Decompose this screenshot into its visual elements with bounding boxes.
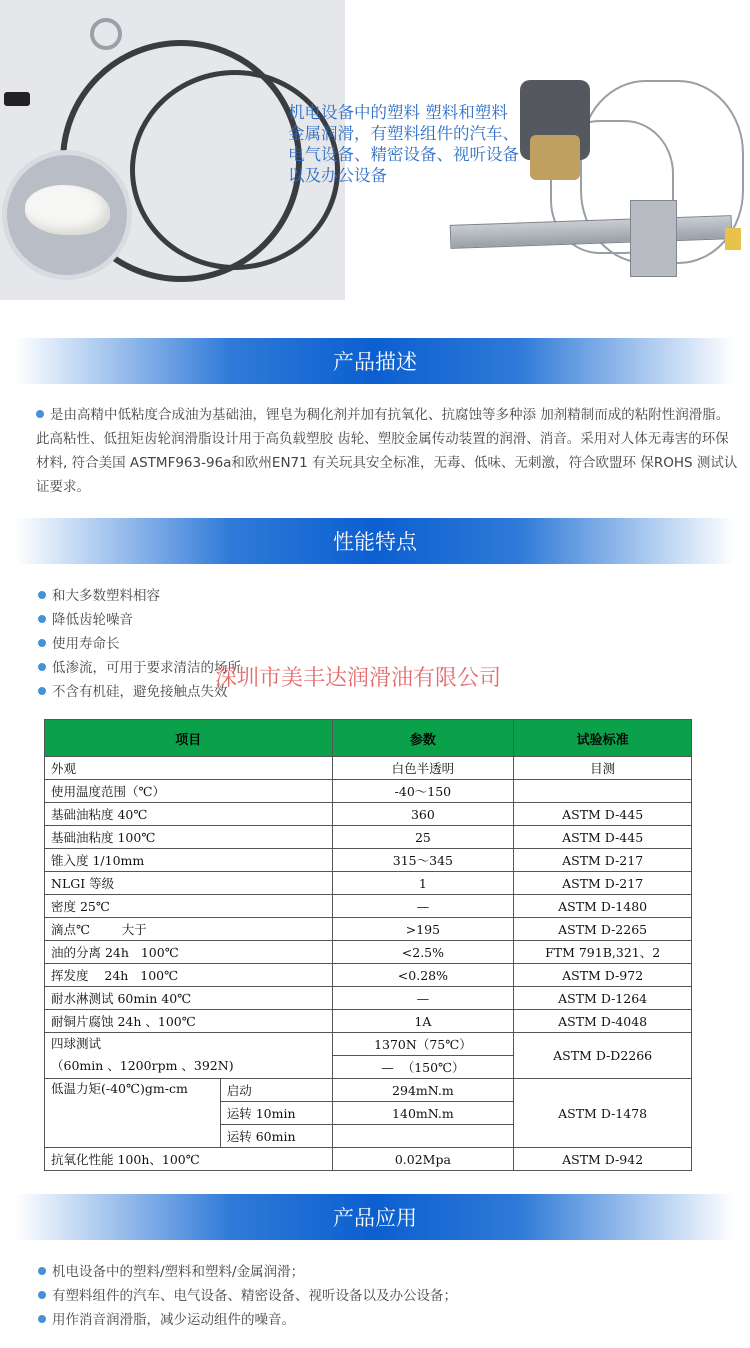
features-banner <box>15 518 735 564</box>
bullet-icon <box>36 410 44 418</box>
list-item: 降低齿轮噪音 <box>38 608 241 632</box>
spec-table <box>44 719 692 1171</box>
list-item: 不含有机硅，避免接触点失效 <box>38 680 241 704</box>
company-watermark: 深圳市美丰达润滑油有限公司 <box>215 666 502 691</box>
bullet-icon <box>38 663 46 671</box>
list-item: 机电设备中的塑料/塑料和塑料/金属润滑； <box>38 1260 457 1284</box>
description-title: 产品描述 <box>333 350 417 374</box>
table-row: 耐铜片腐蚀 24h 、100℃ 1A ASTM D-4048 <box>45 1010 692 1033</box>
table-row: 耐水淋测试 60min 40℃ — ASTM D-1264 <box>45 987 692 1010</box>
table-row: 基础油粘度 100℃ 25 ASTM D-445 <box>45 826 692 849</box>
bullet-icon <box>38 591 46 599</box>
table-row: NLGI 等级 1 ASTM D-217 <box>45 872 692 895</box>
table-row: 锥入度 1/10mm 315～345 ASTM D-217 <box>45 849 692 872</box>
table-row: 四球测试 （60min 、1200rpm 、392N) 1370N（75℃） ASTM D-D2266 <box>45 1033 692 1056</box>
table-row: 运转 60min <box>45 1125 692 1148</box>
table-row: 滴点℃ 大于 >195 ASTM D-2265 <box>45 918 692 941</box>
cable-ring <box>90 18 122 50</box>
applications-title: 产品应用 <box>333 1206 417 1230</box>
table-row: 油的分离 24h 100℃ <2.5% FTM 791B,321、2 <box>45 941 692 964</box>
list-item: 使用寿命长 <box>38 632 241 656</box>
table-row: 运转 10min 140mN.m <box>45 1102 692 1125</box>
list-item: 用作消音润滑脂，减少运动组件的噪音。 <box>38 1308 457 1332</box>
features-title: 性能特点 <box>333 530 417 554</box>
table-header-row <box>45 720 692 757</box>
table-row: 使用温度范围（℃） -40～150 <box>45 780 692 803</box>
table-row: 密度 25℃ — ASTM D-1480 <box>45 895 692 918</box>
list-item: 和大多数塑料相容 <box>38 584 241 608</box>
description-text: 是由高精中低粘度合成油为基础油，锂皂为稠化剂并加有抗氧化、抗腐蚀等多种添 加剂精制而成的粘附性润滑脂。此高粘性、低扭矩齿轮润滑脂设计用于高负载塑胶 齿轮、塑胶金属传动装置的润滑、消音。采用对人体无毒害的环保材料, 符合美国 ASTMF963-96a和欧州EN71 有关玩具安全标准，无毒、低味、无刺激，符合欧盟环 保ROHS 测试认证要求。 <box>36 407 738 495</box>
regulator-cable-tip <box>725 228 741 250</box>
features-list <box>38 584 241 704</box>
list-item: 低渗流，可用于要求清洁的场所 <box>38 656 241 680</box>
table-row: — （150℃） <box>45 1056 692 1079</box>
header-item: 项目 <box>45 720 333 757</box>
cable-end <box>4 92 30 106</box>
bullet-icon <box>38 1315 46 1323</box>
list-item: 有塑料组件的汽车、电气设备、精密设备、视听设备以及办公设备； <box>38 1284 457 1308</box>
regulator-bracket <box>630 200 677 277</box>
applications-list <box>38 1260 457 1332</box>
bullet-icon <box>38 1267 46 1275</box>
hero-caption: 机电设备中的塑料 塑料和塑料 金属润滑，有塑料组件的汽车、电气设备、精密设备、视听设备以及办公设备 <box>288 103 519 185</box>
table-row: 低温力矩(-40℃)gm-cm 启动 294mN.m ASTM D-1478 <box>45 1079 692 1102</box>
bullet-icon <box>38 687 46 695</box>
header-standard: 试验标准 <box>514 720 692 757</box>
applications-banner <box>15 1194 735 1240</box>
bullet-icon <box>38 1291 46 1299</box>
bullet-icon <box>38 639 46 647</box>
table-row: 挥发度 24h 100℃ <0.28% ASTM D-972 <box>45 964 692 987</box>
table-row: 外观 白色半透明 目测 <box>45 757 692 780</box>
bullet-icon <box>38 615 46 623</box>
table-row: 抗氧化性能 100h、100℃ 0.02Mpa ASTM D-942 <box>45 1148 692 1171</box>
description-banner <box>15 338 735 384</box>
header-param: 参数 <box>332 720 514 757</box>
hero-image <box>0 0 750 300</box>
table-row: 基础油粘度 40℃ 360 ASTM D-445 <box>45 803 692 826</box>
regulator-motor-housing <box>530 135 580 180</box>
